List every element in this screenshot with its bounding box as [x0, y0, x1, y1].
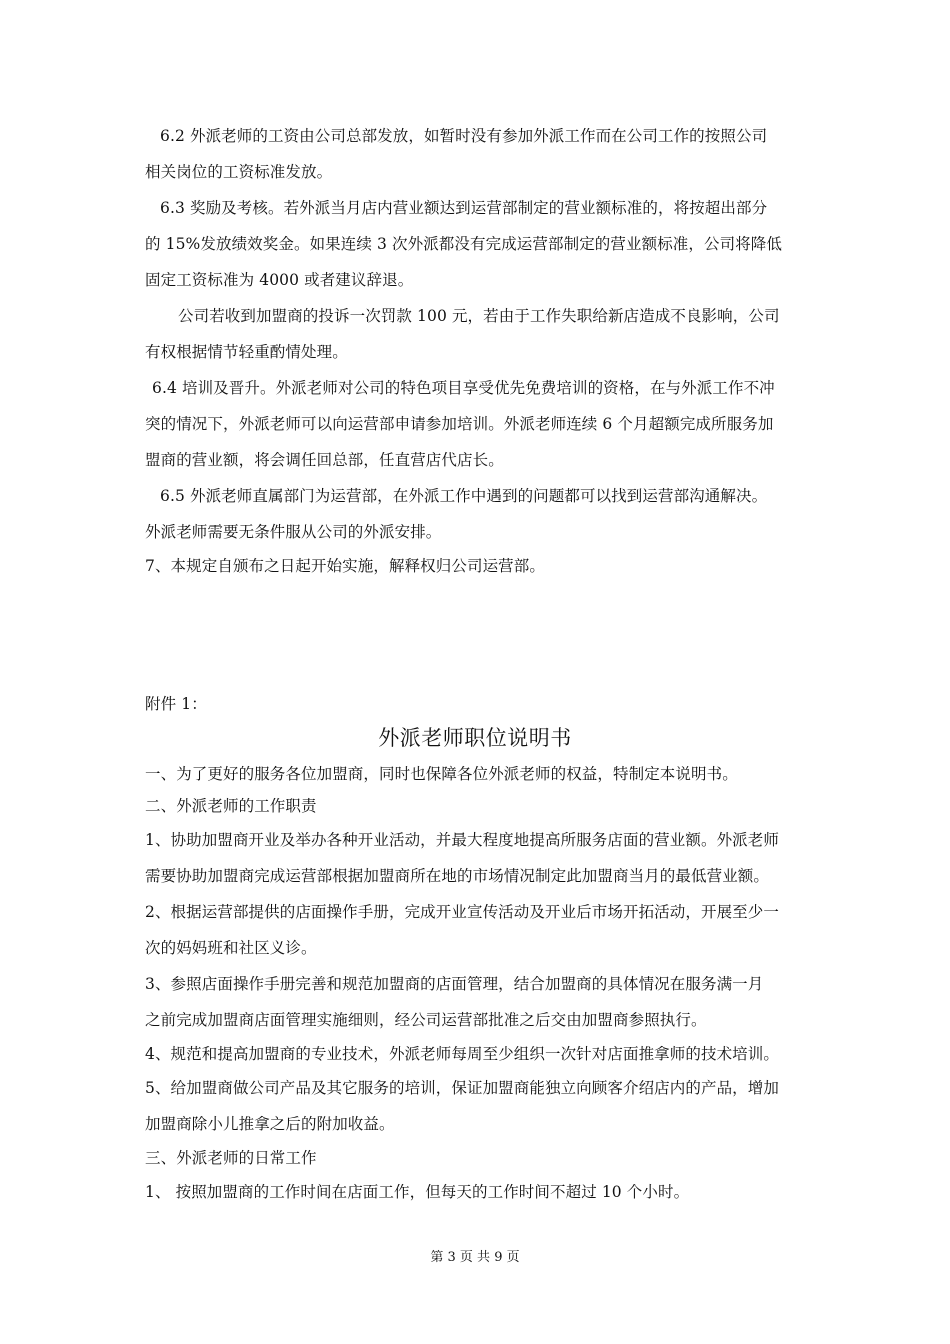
duty-1-line-1: 1、协助加盟商开业及举办各种开业活动，并最大程度地提高所服务店面的营业额。外派老师 [145, 831, 779, 849]
paragraph-6-3-line-1: 6.3 奖励及考核。若外派当月店内营业额达到运营部制定的营业额标准的，将按超出部分 [160, 199, 768, 217]
paragraph-6-2-line-1: 6.2 外派老师的工资由公司总部发放，如暂时没有参加外派工作而在公司工作的按照公司 [160, 127, 768, 145]
paragraph-6-3-line-2: 的 15%发放绩效奖金。如果连续 3 次外派都没有完成运营部制定的营业额标准，公司将降低 [145, 235, 782, 253]
daily-work-1-line-1: 1、 按照加盟商的工作时间在店面工作，但每天的工作时间不超过 10 个小时。 [145, 1183, 690, 1201]
duty-4-line-1: 4、规范和提高加盟商的专业技术，外派老师每周至少组织一次针对店面推拿师的技术培训。 [145, 1045, 779, 1063]
appendix-section-3-heading: 三、外派老师的日常工作 [145, 1149, 317, 1167]
duty-1-line-2: 需要协助加盟商完成运营部根据加盟商所在地的市场情况制定此加盟商当月的最低营业额。 [145, 867, 770, 885]
duty-3-line-2: 之前完成加盟商店面管理实施细则，经公司运营部批准之后交由加盟商参照执行。 [145, 1011, 707, 1029]
paragraph-6-4-line-1: 6.4 培训及晋升。外派老师对公司的特色项目享受优先免费培训的资格，在与外派工作不冲 [152, 379, 775, 397]
paragraph-6-5-line-1: 6.5 外派老师直属部门为运营部，在外派工作中遇到的问题都可以找到运营部沟通解决。 [160, 487, 768, 505]
paragraph-6-2-line-2: 相关岗位的工资标准发放。 [145, 163, 333, 181]
document-title: 外派老师职位说明书 [378, 726, 572, 750]
penalty-paragraph-line-2: 有权根据情节轻重酌情处理。 [145, 343, 348, 361]
paragraph-6-4-line-2: 突的情况下，外派老师可以向运营部申请参加培训。外派老师连续 6 个月超额完成所服务加 [145, 415, 774, 433]
duty-5-line-1: 5、给加盟商做公司产品及其它服务的培训，保证加盟商能独立向顾客介绍店内的产品，增加 [145, 1079, 779, 1097]
penalty-paragraph-line-1: 公司若收到加盟商的投诉一次罚款 100 元，若由于工作失职给新店造成不良影响，公司 [178, 307, 780, 325]
paragraph-6-4-line-3: 盟商的营业额，将会调任回总部，任直营店代店长。 [145, 451, 504, 469]
attachment-label: 附件 1： [145, 695, 207, 713]
paragraph-6-3-line-3: 固定工资标准为 4000 或者建议辞退。 [145, 271, 414, 289]
appendix-section-1: 一、为了更好的服务各位加盟商，同时也保障各位外派老师的权益，特制定本说明书。 [145, 765, 738, 783]
paragraph-7: 7、本规定自颁布之日起开始实施，解释权归公司运营部。 [145, 557, 545, 575]
duty-3-line-1: 3、参照店面操作手册完善和规范加盟商的店面管理，结合加盟商的具体情况在服务满一月 [145, 975, 764, 993]
duty-2-line-2: 次的妈妈班和社区义诊。 [145, 939, 317, 957]
paragraph-6-5-line-2: 外派老师需要无条件服从公司的外派安排。 [145, 523, 442, 541]
appendix-section-2-heading: 二、外派老师的工作职责 [145, 797, 317, 815]
page-footer: 第 3 页 共 9 页 [430, 1250, 520, 1265]
duty-2-line-1: 2、根据运营部提供的店面操作手册，完成开业宣传活动及开业后市场开拓活动，开展至少一 [145, 903, 779, 921]
duty-5-line-2: 加盟商除小儿推拿之后的附加收益。 [145, 1115, 395, 1133]
